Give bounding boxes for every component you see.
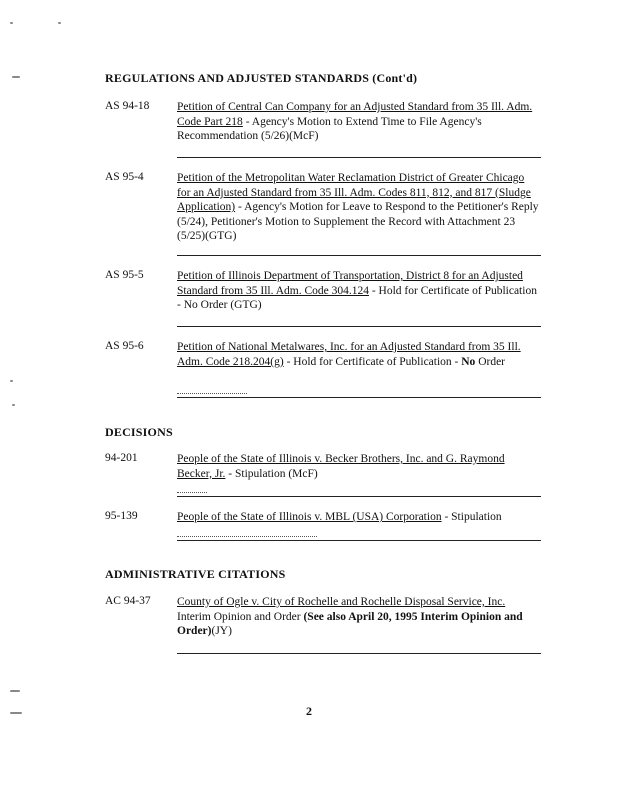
case-title: County of Ogle v. City of Rochelle and Rochelle Disposal Service, Inc. bbox=[177, 596, 506, 608]
case-title: Petition of National Metalwares, Inc. for an Adjusted Standard from 35 Ill. Adm. Code 218.204(g) bbox=[177, 341, 521, 368]
entry-text bbox=[177, 100, 539, 144]
case-title: Petition of the Metropolitan Water Reclamation District of Greater Chicago for an Adjusted Standard from 35 Ill. Adm. Codes 811, 812, and 817 (Sludge Application) bbox=[177, 172, 531, 214]
entry-id: AS 95-6 bbox=[105, 340, 144, 352]
case-action: - Hold for Certificate of Publication - bbox=[283, 355, 462, 368]
case-title: Petition of Illinois Department of Transportation, District 8 for an Adjusted Standard from 35 Ill. Adm. Code 304.124 bbox=[177, 270, 523, 297]
case-title: Petition of Central Can Company for an Adjusted Standard from 35 Ill. Adm. Code Part 218 bbox=[177, 101, 533, 128]
case-action: - Agency's Motion for Leave to Respond to the Petitioner's Reply (5/24), Petitioner's Motion to Supplement the Record with Attachment 23 (5/25)(GTG) bbox=[177, 201, 539, 243]
scan-speck bbox=[58, 22, 61, 24]
entry-id: 94-201 bbox=[105, 452, 138, 464]
entry-text bbox=[177, 452, 539, 481]
case-action: - Stipulation bbox=[441, 511, 502, 523]
signature-line bbox=[177, 397, 541, 398]
case-action-end: Order bbox=[475, 355, 506, 368]
entry-id: AS 94-18 bbox=[105, 100, 150, 112]
case-title: People of the State of Illinois v. Becker Brothers, Inc. and G. Raymond Becker, Jr. bbox=[177, 453, 505, 480]
entry-text bbox=[177, 269, 539, 313]
case-action-bold: No bbox=[461, 355, 476, 368]
case-action-end: (JY) bbox=[211, 625, 232, 638]
scan-speck bbox=[10, 690, 20, 692]
citations-heading: ADMINISTRATIVE CITATIONS bbox=[105, 567, 286, 581]
initials-line bbox=[177, 536, 317, 537]
case-action-bold: (See also April 20, 1995 Interim Opinion and Order) bbox=[177, 610, 523, 638]
page-number: 2 bbox=[306, 704, 312, 718]
entry-text bbox=[177, 595, 539, 639]
decisions-heading: DECISIONS bbox=[105, 425, 173, 439]
scan-speck bbox=[12, 76, 20, 78]
case-title: People of the State of Illinois v. MBL (USA) Corporation bbox=[177, 511, 442, 523]
signature-line bbox=[177, 540, 541, 541]
entry-id: AS 95-5 bbox=[105, 269, 144, 281]
entry-id: AS 95-4 bbox=[105, 171, 144, 183]
signature-line bbox=[177, 496, 541, 497]
entry-id: 95-139 bbox=[105, 510, 138, 522]
signature-line bbox=[177, 255, 541, 256]
case-action: - Agency's Motion to Extend Time to File Agency's Recommendation (5/26)(McF) bbox=[177, 115, 482, 143]
signature-line bbox=[177, 653, 541, 654]
case-action: - Hold for Certificate of Publication - No Order (GTG) bbox=[177, 284, 537, 312]
signature-line bbox=[177, 326, 541, 327]
entry-id: AC 94-37 bbox=[105, 595, 151, 607]
signature-line bbox=[177, 157, 541, 158]
regulations-heading: REGULATIONS AND ADJUSTED STANDARDS (Cont'd) bbox=[105, 71, 418, 85]
case-action: Interim Opinion and Order bbox=[177, 610, 304, 623]
initials-line bbox=[177, 492, 207, 493]
scan-speck bbox=[12, 404, 15, 406]
case-action: - Stipulation (McF) bbox=[225, 467, 318, 480]
entry-text bbox=[177, 171, 539, 244]
entry-text bbox=[177, 510, 539, 525]
scan-speck bbox=[10, 380, 13, 382]
initials-line bbox=[177, 393, 247, 394]
entry-text bbox=[177, 340, 539, 369]
scan-speck bbox=[10, 22, 13, 24]
